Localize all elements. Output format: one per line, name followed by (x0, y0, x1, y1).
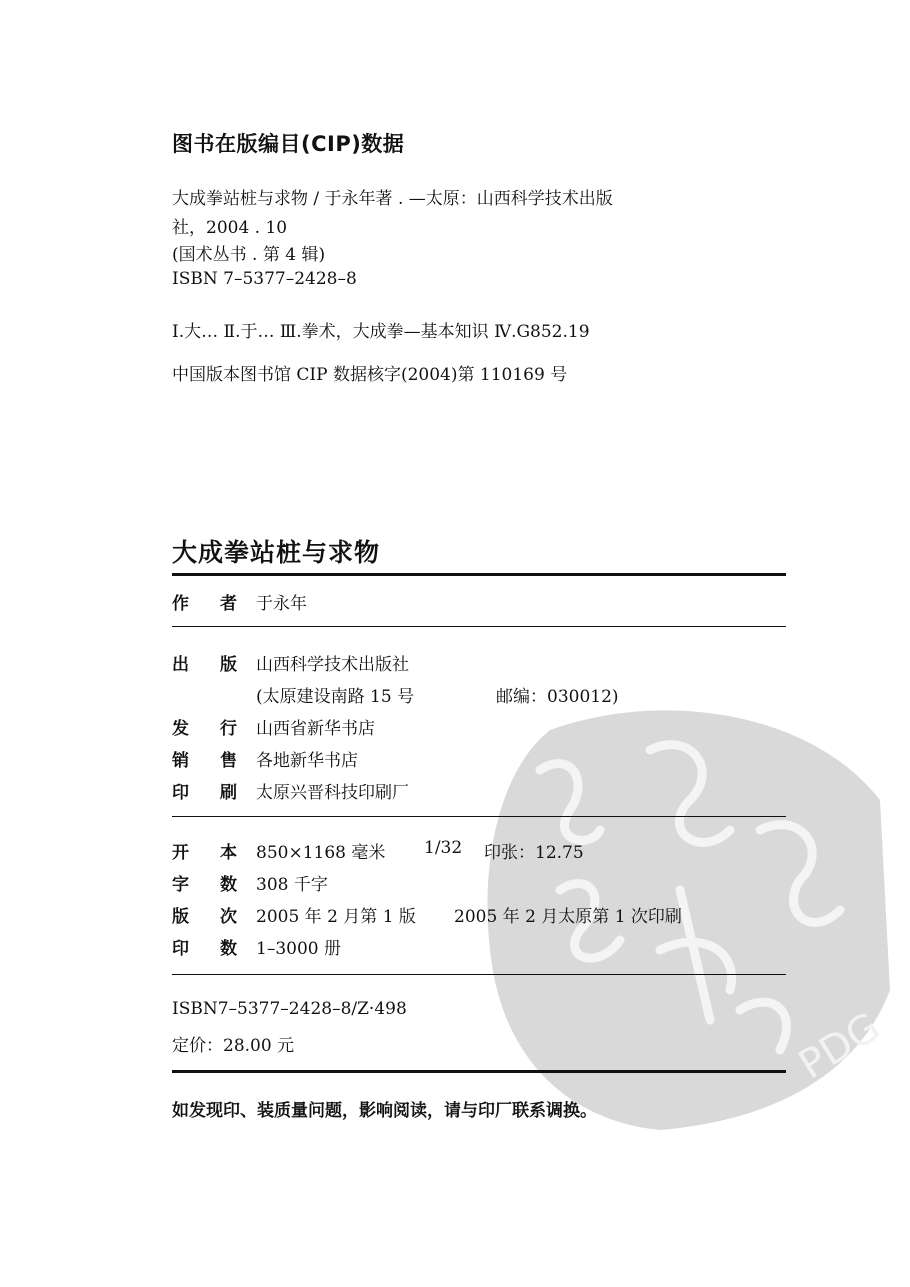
seller-value: 各地新华书店 (256, 751, 358, 771)
copies-value: 1–3000 册 (256, 939, 341, 959)
title-rule (172, 573, 786, 576)
cip-number: 中国版本图书馆 CIP 数据核字(2004)第 110169 号 (172, 365, 568, 385)
field-key: 版 (220, 655, 237, 675)
field-key: 发 (172, 719, 189, 739)
watermark-text: PDG (790, 1003, 889, 1089)
printer-value: 太原兴晋科技印刷厂 (256, 783, 409, 803)
field-key: 数 (220, 939, 237, 959)
cip-heading: 图书在版编目(CIP)数据 (172, 132, 405, 156)
format-fold: 1/32 (424, 838, 463, 858)
publisher-address: (太原建设南路 15 号 (256, 687, 415, 707)
divider (172, 974, 786, 975)
author-value: 于永年 (256, 594, 307, 614)
field-key: 本 (220, 843, 237, 863)
publisher-postcode: 邮编：030012) (496, 687, 619, 707)
field-key: 出 (172, 655, 189, 675)
cip-classification: Ⅰ.大… Ⅱ.于… Ⅲ.拳术，大成拳—基本知识 Ⅳ.G852.19 (172, 322, 590, 342)
format-size: 850×1168 毫米 (256, 843, 386, 863)
book-price: 定价：28.00 元 (172, 1036, 295, 1056)
quality-notice: 如发现印、装质量问题，影响阅读，请与印厂联系调换。 (172, 1101, 597, 1121)
field-key: 开 (172, 843, 189, 863)
field-key: 字 (172, 875, 189, 895)
book-isbn: ISBN7–5377–2428–8/Z·498 (172, 999, 407, 1019)
cip-line: 大成拳站桩与求物 / 于永年著 . —太原：山西科学技术出版 (172, 189, 613, 209)
field-key: 作 (172, 594, 189, 614)
words-value: 308 千字 (256, 875, 328, 895)
divider (172, 816, 786, 817)
field-key: 次 (220, 907, 237, 927)
field-key: 数 (220, 875, 237, 895)
printing-value: 2005 年 2 月太原第 1 次印刷 (454, 907, 682, 927)
field-key: 版 (172, 907, 189, 927)
field-key: 印 (172, 783, 189, 803)
bottom-rule (172, 1070, 786, 1073)
format-sheets: 印张：12.75 (484, 843, 584, 863)
book-title: 大成拳站桩与求物 (172, 538, 381, 567)
divider (172, 626, 786, 627)
field-key: 售 (220, 751, 237, 771)
field-key: 刷 (220, 783, 237, 803)
field-key: 行 (220, 719, 237, 739)
field-key: 印 (172, 939, 189, 959)
cip-line: 社，2004 . 10 (172, 218, 288, 238)
cip-isbn: ISBN 7–5377–2428–8 (172, 269, 357, 289)
publisher-value: 山西科学技术出版社 (256, 655, 409, 675)
field-key: 销 (172, 751, 189, 771)
distributor-value: 山西省新华书店 (256, 719, 375, 739)
field-key: 者 (220, 594, 237, 614)
cip-line: (国术丛书 . 第 4 辑) (172, 245, 326, 265)
edition-value: 2005 年 2 月第 1 版 (256, 907, 416, 927)
